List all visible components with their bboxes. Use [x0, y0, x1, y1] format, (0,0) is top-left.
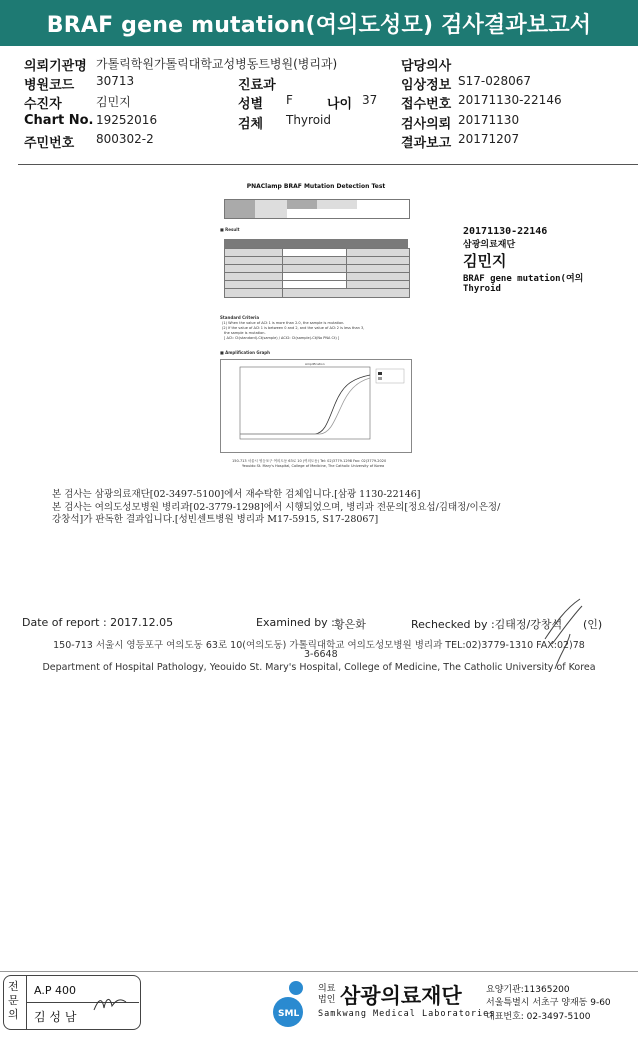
contact-2: 서울특별시 서초구 양재동 9-60 — [486, 998, 611, 1008]
stamp-test: BRAF gene mutation(여의 — [463, 274, 584, 284]
examined-value: 황은화 — [334, 618, 366, 631]
report-date: Date of report : 2017.12.05 — [22, 616, 174, 629]
contact-1: 요양기관:11365200 — [486, 985, 570, 995]
stamp-org: 삼광의료재단 — [463, 240, 516, 250]
pathologist-code: A.P 400 — [34, 984, 76, 997]
sex-value: F — [286, 93, 293, 107]
note-line-2: 본 검사는 여의도성모병원 병리과[02-3779-1298]에서 시행되었으며, 병리과 전문의[정요섭/김태정/이은정/ — [52, 501, 501, 513]
scan-title: PNAClamp BRAF Mutation Detection Test — [246, 183, 386, 190]
specimen-label: 검체 — [238, 117, 264, 132]
result-label: ■ Result — [220, 227, 240, 232]
chart-no-label: Chart No. — [24, 113, 94, 128]
patient-info-block — [0, 46, 638, 164]
footer-divider — [0, 971, 638, 972]
stamp-name: 김민지 — [463, 252, 507, 270]
request-date-value: 20171130 — [458, 113, 520, 127]
criteria-line-3: the sample is mutation. — [224, 331, 266, 335]
scanned-report — [218, 183, 414, 473]
clinical-info-label: 임상정보 — [401, 78, 452, 93]
contact-3: 대표번호: 02-3497-5100 — [486, 1012, 591, 1022]
report-title: BRAF gene mutation(여의도성모) 검사결과보고서 — [0, 0, 638, 46]
institution-label: 의뢰기관명 — [24, 59, 87, 74]
doctor-label: 담당의사 — [401, 59, 452, 74]
address-line-2: 3-6648 — [304, 649, 338, 660]
criteria-line-2: (2) If the value of ΔCt 1 is between 0 and 2, and the value of ΔCt 2 is less than 3, — [222, 326, 365, 330]
institution-value: 가톨릭학원가톨릭대학교성병동트병원(병리과) — [96, 57, 338, 71]
age-value: 37 — [362, 93, 378, 107]
note-line-3: 강창석]가 판독한 결과입니다.[성빈센트병원 병리과 M17-5915, S17-28067] — [52, 514, 379, 525]
sml-logo-icon — [270, 978, 310, 1028]
amp-label: ■ Amplification Graph — [220, 350, 271, 355]
hospital-code-value: 30713 — [96, 74, 135, 88]
stamp-specimen: Thyroid — [463, 284, 501, 294]
age-label: 나이 — [327, 97, 353, 112]
criteria-line-4: [ ΔCt: Ct(standard)-Ct(sample) / ΔCt2: Ct(sample)-Ct(No PNA Ct) ] — [224, 336, 340, 340]
report-notes — [52, 489, 612, 527]
pathologist-signature — [92, 992, 132, 1016]
id-no-label: 주민번호 — [24, 136, 75, 151]
stamp-number: 20171130-22146 — [463, 226, 548, 237]
request-date-label: 검사의뢰 — [401, 117, 452, 132]
brand-block — [270, 978, 638, 1028]
plot-title: Amplification — [305, 362, 325, 366]
patient-value: 김민지 — [96, 95, 131, 109]
department-label: 진료과 — [238, 78, 276, 93]
report-date-value: 20171207 — [458, 132, 520, 146]
criteria-label: Standard Criteria — [220, 315, 260, 320]
receipt-no-value: 20171130-22146 — [458, 93, 562, 107]
brand-main: 삼광의료재단 — [340, 984, 462, 1008]
scan-footer-2: Yeouido St. Mary's Hospital, College of Medicine, The Catholic University of Korea — [242, 464, 385, 468]
scan-patient-table — [224, 199, 410, 219]
patient-label: 수진자 — [24, 97, 62, 112]
chart-no-value: 19252016 — [96, 113, 158, 127]
rechecked-label: Rechecked by :김태정/강창석 — [411, 618, 563, 631]
pathologist-box — [3, 975, 141, 1030]
report-date-label: 결과보고 — [401, 136, 452, 151]
clinical-info-value: S17-028067 — [458, 74, 532, 88]
examined-label: Examined by : — [256, 616, 335, 629]
specimen-value: Thyroid — [286, 113, 331, 127]
address-line-3: Department of Hospital Pathology, Yeouido St. Mary's Hospital, College of Medicine, The Catholic University of Korea — [42, 662, 596, 673]
result-table — [224, 239, 408, 305]
brand-small: 의료 법인 — [318, 984, 336, 1005]
brand-en: Samkwang Medical Laboratories — [318, 1009, 496, 1019]
pathologist-name: 김 성 남 — [34, 1010, 77, 1024]
sex-label: 성별 — [238, 97, 264, 112]
criteria-line-1: (1) When the value of ΔCt 1 is more than 2.0, the sample is mutation. — [222, 321, 345, 325]
divider — [18, 164, 638, 165]
side-label: 전문의 — [8, 980, 19, 1021]
seal-mark: (인) — [583, 618, 603, 631]
sample-stamp — [463, 226, 603, 294]
hospital-code-label: 병원코드 — [24, 78, 75, 93]
note-line-1: 본 검사는 삼광의료재단[02-3497-5100]에서 재수탁한 검체입니다.[삼광 1130-22146] — [52, 489, 421, 500]
scan-footer-1: 150-713 서울시 영등포구 여의도동 63로 10 (여의도동) Tel: 02)3779-1298 Fax: 02)3779-2020 — [232, 459, 387, 463]
receipt-no-label: 접수번호 — [401, 97, 452, 112]
id-no-value: 800302-2 — [96, 132, 154, 146]
logo-text: SML — [278, 1009, 300, 1019]
address-line-1: 150-713 서울시 영등포구 여의도동 63로 10(여의도동) 가톨릭대학교 여의도성모병원 병리과 TEL:02)3779-1310 FAX:02)78 — [53, 640, 585, 651]
amplification-graph — [220, 359, 412, 453]
